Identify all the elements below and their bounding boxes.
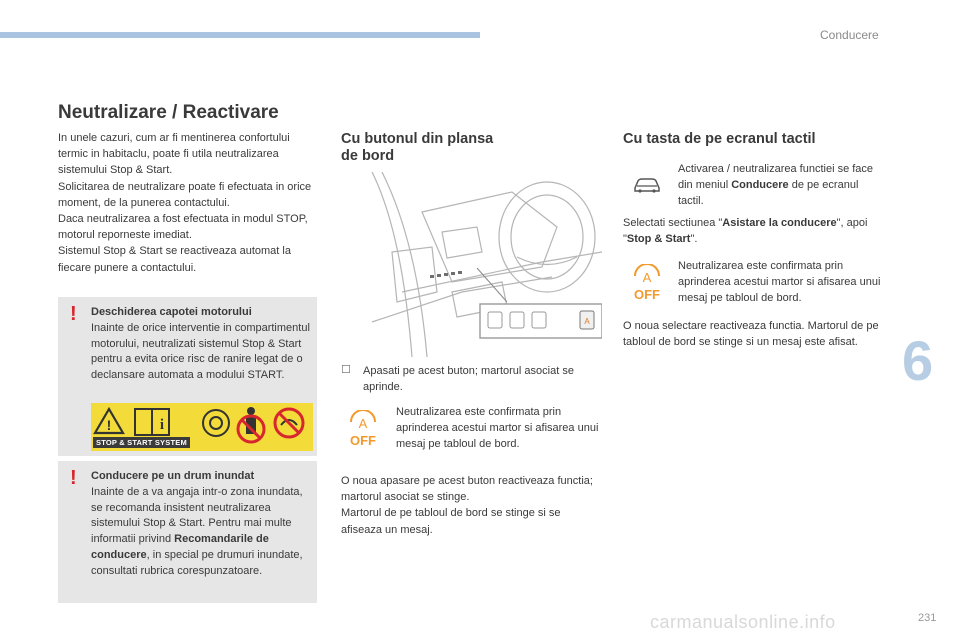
warning-body: Inainte de a va angaja intr-o zona inundata, se recomanda insistent neutralizarea sistemului Stop & Start. (91, 485, 303, 530)
watermark: carmanualsonline.info (650, 612, 836, 632)
page-number: 231 (918, 612, 937, 624)
text-part: Activarea / neutralizarea functiei se face din meniul (678, 163, 874, 192)
button-after-text (341, 473, 601, 538)
warning-body: Inainte de orice interventie in compartimentul motorului, neutralizati sistemul Stop & Start pentru a evita orice risc de ranire legat de o declansare automata a modului START. (91, 321, 310, 382)
warning-heading: Deschiderea capotei motorului (91, 306, 252, 318)
bullet-marker: ☐ (341, 364, 351, 376)
warning-text (91, 305, 313, 384)
text-part: ", apoi " (623, 217, 868, 246)
touch-activation-text (678, 161, 883, 210)
text-part: Selectati sectiunea " (623, 217, 723, 229)
intro-paragraph: In unele cazuri, cum ar fi mentinerea confortului termic in habitaclu, poate fi utila neutralizarea sistemului Stop & Start. (58, 132, 290, 177)
dashboard-drawing-icon (342, 172, 602, 357)
svg-text:OFF: OFF (350, 433, 376, 448)
svg-text:!: ! (106, 417, 112, 433)
off-confirmation-text: Neutralizarea este confirmata prin aprinderea acestui martor si afisarea unui mesaj pe tabloul de bord. (396, 406, 599, 451)
warning-body-bold: Recomandarile de conducere (91, 533, 269, 561)
warning-body: , in special pe drumuri inundate, consultati rubrica corespunzatoare. (91, 548, 303, 577)
heading-dashboard-button (341, 131, 493, 165)
heading-line: Cu butonul din plansa (341, 131, 494, 147)
svg-text:A: A (584, 317, 590, 326)
intro-text (58, 130, 320, 276)
page-title: Neutralizare / Reactivare (58, 102, 279, 123)
warning-box-flooded-road (58, 461, 317, 603)
auto-off-icon (345, 410, 381, 453)
touch-select-text (623, 215, 885, 247)
warning-body: Pentru mai multe informatii privind (91, 517, 292, 546)
heading-line: de bord (341, 148, 395, 164)
touch-after-text: O noua selectare reactiveaza functia. Martorul de pe tabloul de bord se stinge si un mesaj este afisat. (623, 320, 879, 349)
stop-start-warning-banner (91, 403, 313, 451)
text-bold: Conducere (731, 179, 789, 192)
text-bold: Asistare la conducere (722, 217, 837, 229)
top-accent-bar (0, 32, 480, 38)
text-part: de pe ecranul tactil. (678, 179, 859, 208)
intro-paragraph: Sistemul Stop & Start se reactiveaza automat la fiecare punere a contactului. (58, 245, 291, 274)
warning-text (91, 469, 313, 580)
after-paragraph: O noua apasare pe acest buton reactiveaza functia; martorul asociat se stinge. (341, 475, 593, 504)
auto-off-icon (629, 264, 665, 307)
car-menu-icon (632, 176, 662, 199)
svg-text:A: A (642, 270, 652, 285)
section-label: Conducere (820, 28, 879, 42)
svg-text:A: A (358, 416, 368, 431)
off-confirmation-text: Neutralizarea este confirmata prin aprinderea acestui martor si afisarea unui mesaj pe tabloul de bord. (678, 260, 881, 305)
svg-text:i: i (159, 417, 165, 433)
warning-box-hood (58, 297, 317, 456)
text-part: ". (690, 233, 698, 246)
svg-text:OFF: OFF (634, 287, 660, 302)
after-paragraph: Martorul de pe tabloul de bord se stinge si se afiseaza un mesaj. (341, 507, 561, 536)
heading-touch-screen: Cu tasta de pe ecranul tactil (623, 131, 816, 147)
dashboard-illustration (342, 172, 602, 357)
warning-exclamation-icon: ! (70, 467, 77, 489)
text-bold: Stop & Start (626, 233, 691, 246)
intro-paragraph: Solicitarea de neutralizare poate fi efectuata in orice moment, de la punerea contactului. (58, 180, 312, 209)
chapter-number: 6 (902, 329, 934, 392)
warning-exclamation-icon: ! (70, 303, 77, 325)
intro-paragraph: Daca neutralizarea a fost efectuata in modul STOP, motorul reporneste imediat. (58, 213, 308, 242)
banner-tag: STOP & START SYSTEM (93, 437, 190, 448)
button-instruction: Apasati pe acest buton; martorul asociat se aprinde. (363, 365, 574, 394)
warning-heading: Conducere pe un drum inundat (91, 470, 255, 482)
